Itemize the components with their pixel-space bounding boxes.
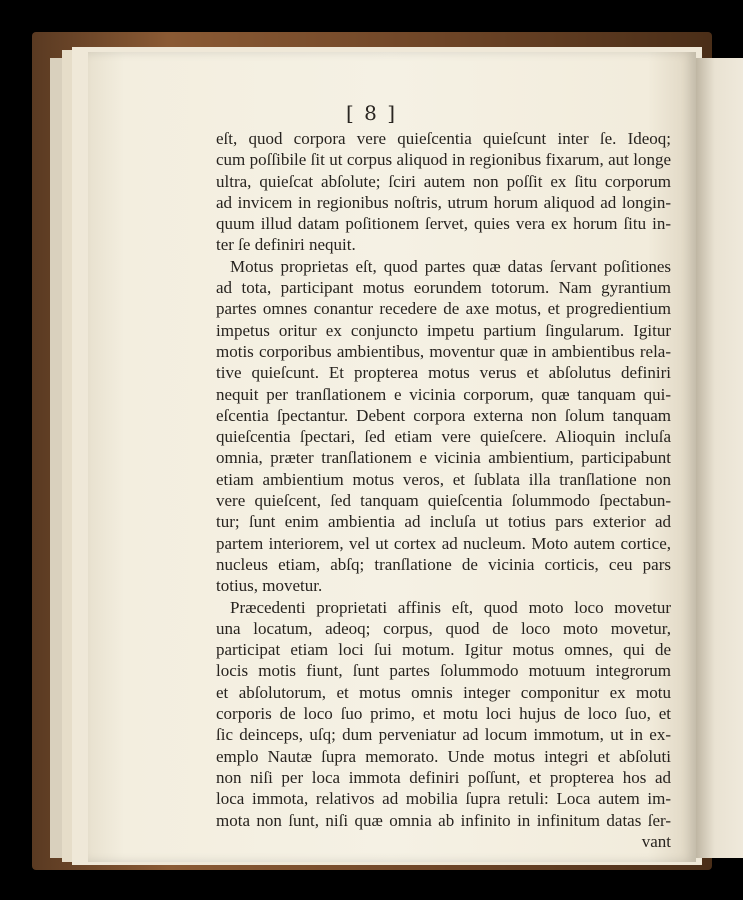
text-line: cum poſſibile ſit ut corpus aliquod in regionibus fixarum, aut longe [216, 150, 671, 170]
text-line: ad tota, participant motus eorundem totorum. Nam gyrantium [216, 278, 671, 298]
text-line: ad invicem in regionibus noſtris, utrum horum aliquod ad longin- [216, 192, 671, 212]
text-line: emplo Nautæ ſupra memorato. Unde motus integri et abſoluti [216, 746, 671, 766]
text-line: mota non ſunt, niſi quæ omnia ab infinito in infinitum datas ſer- [216, 810, 671, 830]
text-line: totius, movetur. [216, 576, 323, 596]
text-line: ter ſe definiri nequit. [216, 235, 356, 255]
text-line: corporis de loco ſuo primo, et motu loci hujus de loco ſuo, et [216, 704, 671, 724]
text-line: una locatum, adeoq; corpus, quod de loco moto movetur, [216, 618, 671, 638]
text-line: loca immota, relativos ad mobilia ſupra retuli: Loca autem im- [216, 789, 671, 809]
text-line: motis corporibus ambientibus, moventur quæ in ambientibus rela- [216, 341, 671, 361]
paragraph [216, 597, 671, 831]
text-line: locis motis fiunt, ſunt partes ſolummodo motuum integrorum [216, 661, 671, 681]
paragraph [216, 256, 671, 597]
text-line: non niſi per loca immota definiri poſſunt, et propterea hos ad [216, 767, 671, 787]
text-line: ultra, quieſcat abſolute; ſciri autem non poſſit ex ſitu corporum [216, 171, 671, 191]
text-line: Præcedenti proprietati affinis eſt, quod moto loco movetur [230, 597, 671, 617]
text-line: participat etiam loci ſui motum. Igitur motus omnes, qui de [216, 640, 671, 660]
text-line: partem interiorem, vel ut cortex ad nucleum. Moto autem cortice, [216, 533, 671, 553]
text-line: impetus oritur ex conjuncto impetu partium ſingularum. Igitur [216, 320, 671, 340]
text-line: etiam ambientium motus veros, et ſublata illa tranſlatione non [216, 469, 671, 489]
text-line: nucleus etiam, abſq; tranſlatione de vicinia corticis, ceu pars [216, 554, 671, 574]
text-line: eſt, quod corpora vere quieſcentia quieſcunt inter ſe. Ideoq; [216, 129, 671, 148]
text-line: tive quieſcunt. Et propterea motus verus et abſolutus definiri [216, 363, 671, 383]
text-line: nequit per tranſlationem e vicinia corporum, quæ tanquam qui- [216, 384, 671, 404]
body-text [216, 128, 671, 852]
page-number-header: [ 8 ] [345, 101, 398, 125]
text-line: quum illud datam poſitionem ſervet, quies vera ex horum ſitu in- [216, 214, 671, 234]
text-line: Motus proprietas eſt, quod partes quæ datas ſervant poſitiones [230, 256, 671, 276]
text-line: eſcentia ſpectantur. Debent corpora externa non ſolum tanquam [216, 405, 671, 425]
text-line: partes omnes conantur recedere de axe motus, et progredientium [216, 299, 671, 319]
text-line: vere quieſcent, ſed tanquam quieſcentia ſolummodo ſpectabun- [216, 491, 671, 511]
facing-page [696, 58, 743, 858]
text-line: et abſolutorum, et motus omnis integer componitur ex motu [216, 682, 671, 702]
text-line: quieſcentia ſpectari, ſed etiam vere quieſcere. Alioquin incluſa [216, 427, 671, 447]
paragraph [216, 128, 671, 256]
text-line: omnia, præter tranſlationem e vicinia ambientium, participabunt [216, 448, 671, 468]
catchword: vant [641, 831, 671, 851]
text-line: tur; ſunt enim ambientia ad incluſa ut totius pars exterior ad [216, 512, 671, 532]
text-line: ſic deinceps, uſq; dum perveniatur ad locum immotum, ut in ex- [216, 725, 671, 745]
